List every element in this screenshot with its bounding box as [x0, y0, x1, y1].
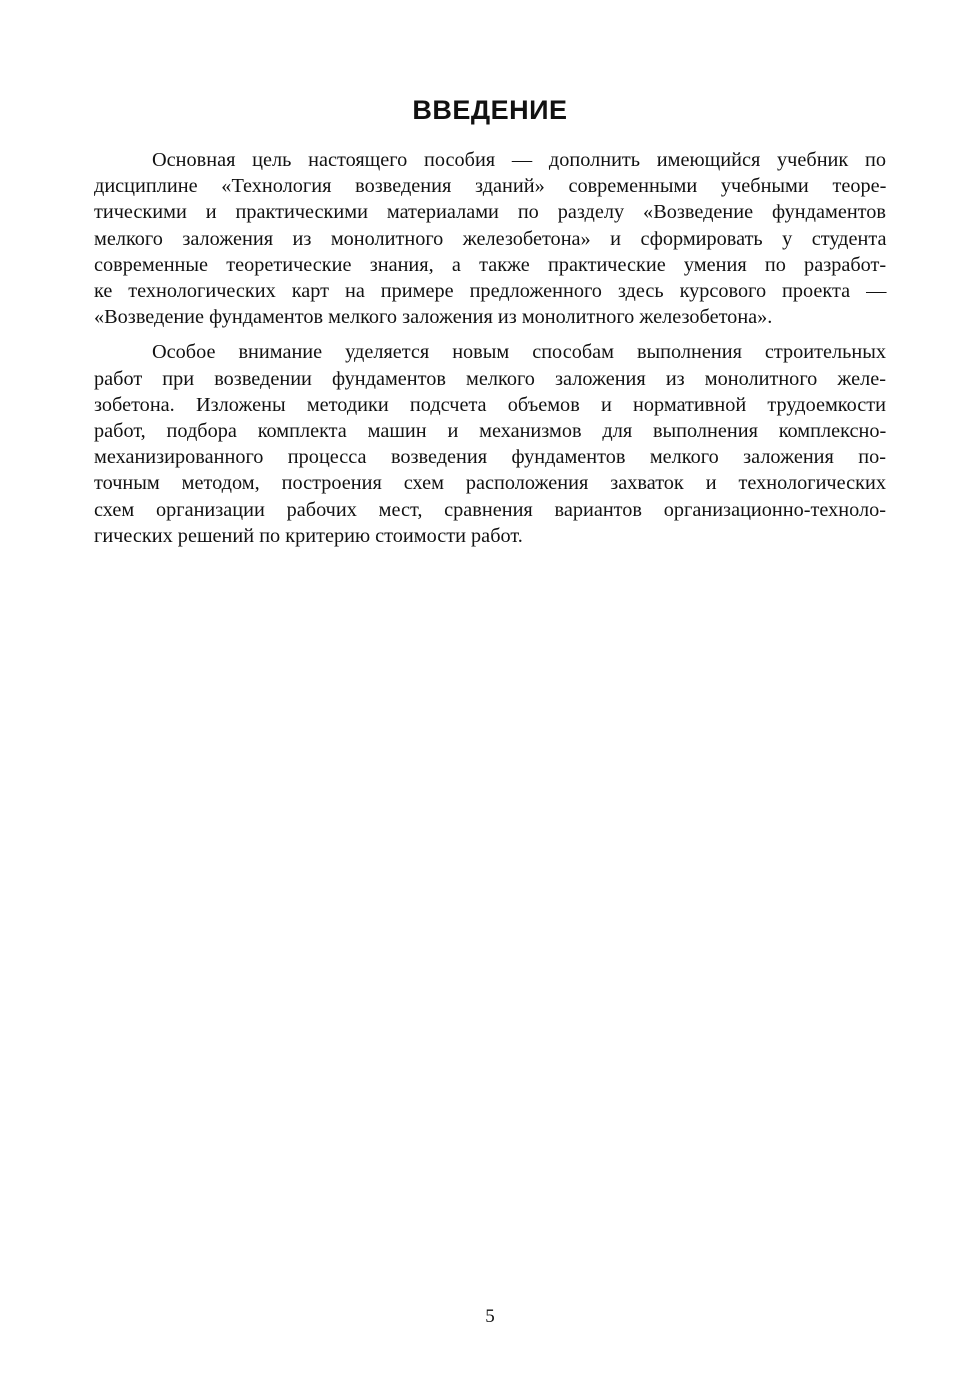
- page-title: ВВЕДЕНИЕ: [412, 95, 568, 125]
- text-line: зобетона. Изложены методики подсчета объемов и нормативной трудоемкости: [94, 393, 886, 416]
- text-line: современные теоретические знания, а также практические умения по разработ-: [94, 253, 887, 276]
- text-line: ке технологических карт на примере предложенного здесь курсового проекта —: [94, 280, 887, 303]
- text-line: Основная цель настоящего пособия — дополнить имеющийся учебник по: [152, 149, 886, 171]
- text-line: гических решений по критерию стоимости работ.: [94, 524, 523, 547]
- text-line: схем организации рабочих мест, сравнения вариантов организационно-техноло-: [94, 498, 886, 521]
- text-line: Особое внимание уделяется новым способам выполнения строительных: [152, 341, 886, 364]
- paragraph-1: [94, 147, 886, 330]
- text-line: дисциплине «Технология возведения зданий» современными учебными теоре-: [94, 175, 887, 198]
- page-number: 5: [485, 1306, 495, 1327]
- intro-text: [94, 147, 886, 549]
- text-line: точным методом, построения схем расположения захваток и технологических: [94, 472, 886, 495]
- text-line: механизированного процесса возведения фундаментов мелкого заложения по-: [94, 446, 887, 469]
- text-line: мелкого заложения из монолитного железобетона» и сформировать у студента: [94, 227, 887, 250]
- text-line: «Возведение фундаментов мелкого заложения из монолитного железобетона».: [94, 306, 773, 329]
- paragraph-2: [94, 339, 886, 549]
- text-line: работ при возведении фундаментов мелкого заложения из монолитного желе-: [94, 367, 886, 390]
- text-line: тическими и практическими материалами по разделу «Возведение фундаментов: [94, 201, 886, 224]
- text-line: работ, подбора комплекта машин и механизмов для выполнения комплексно-: [94, 420, 887, 443]
